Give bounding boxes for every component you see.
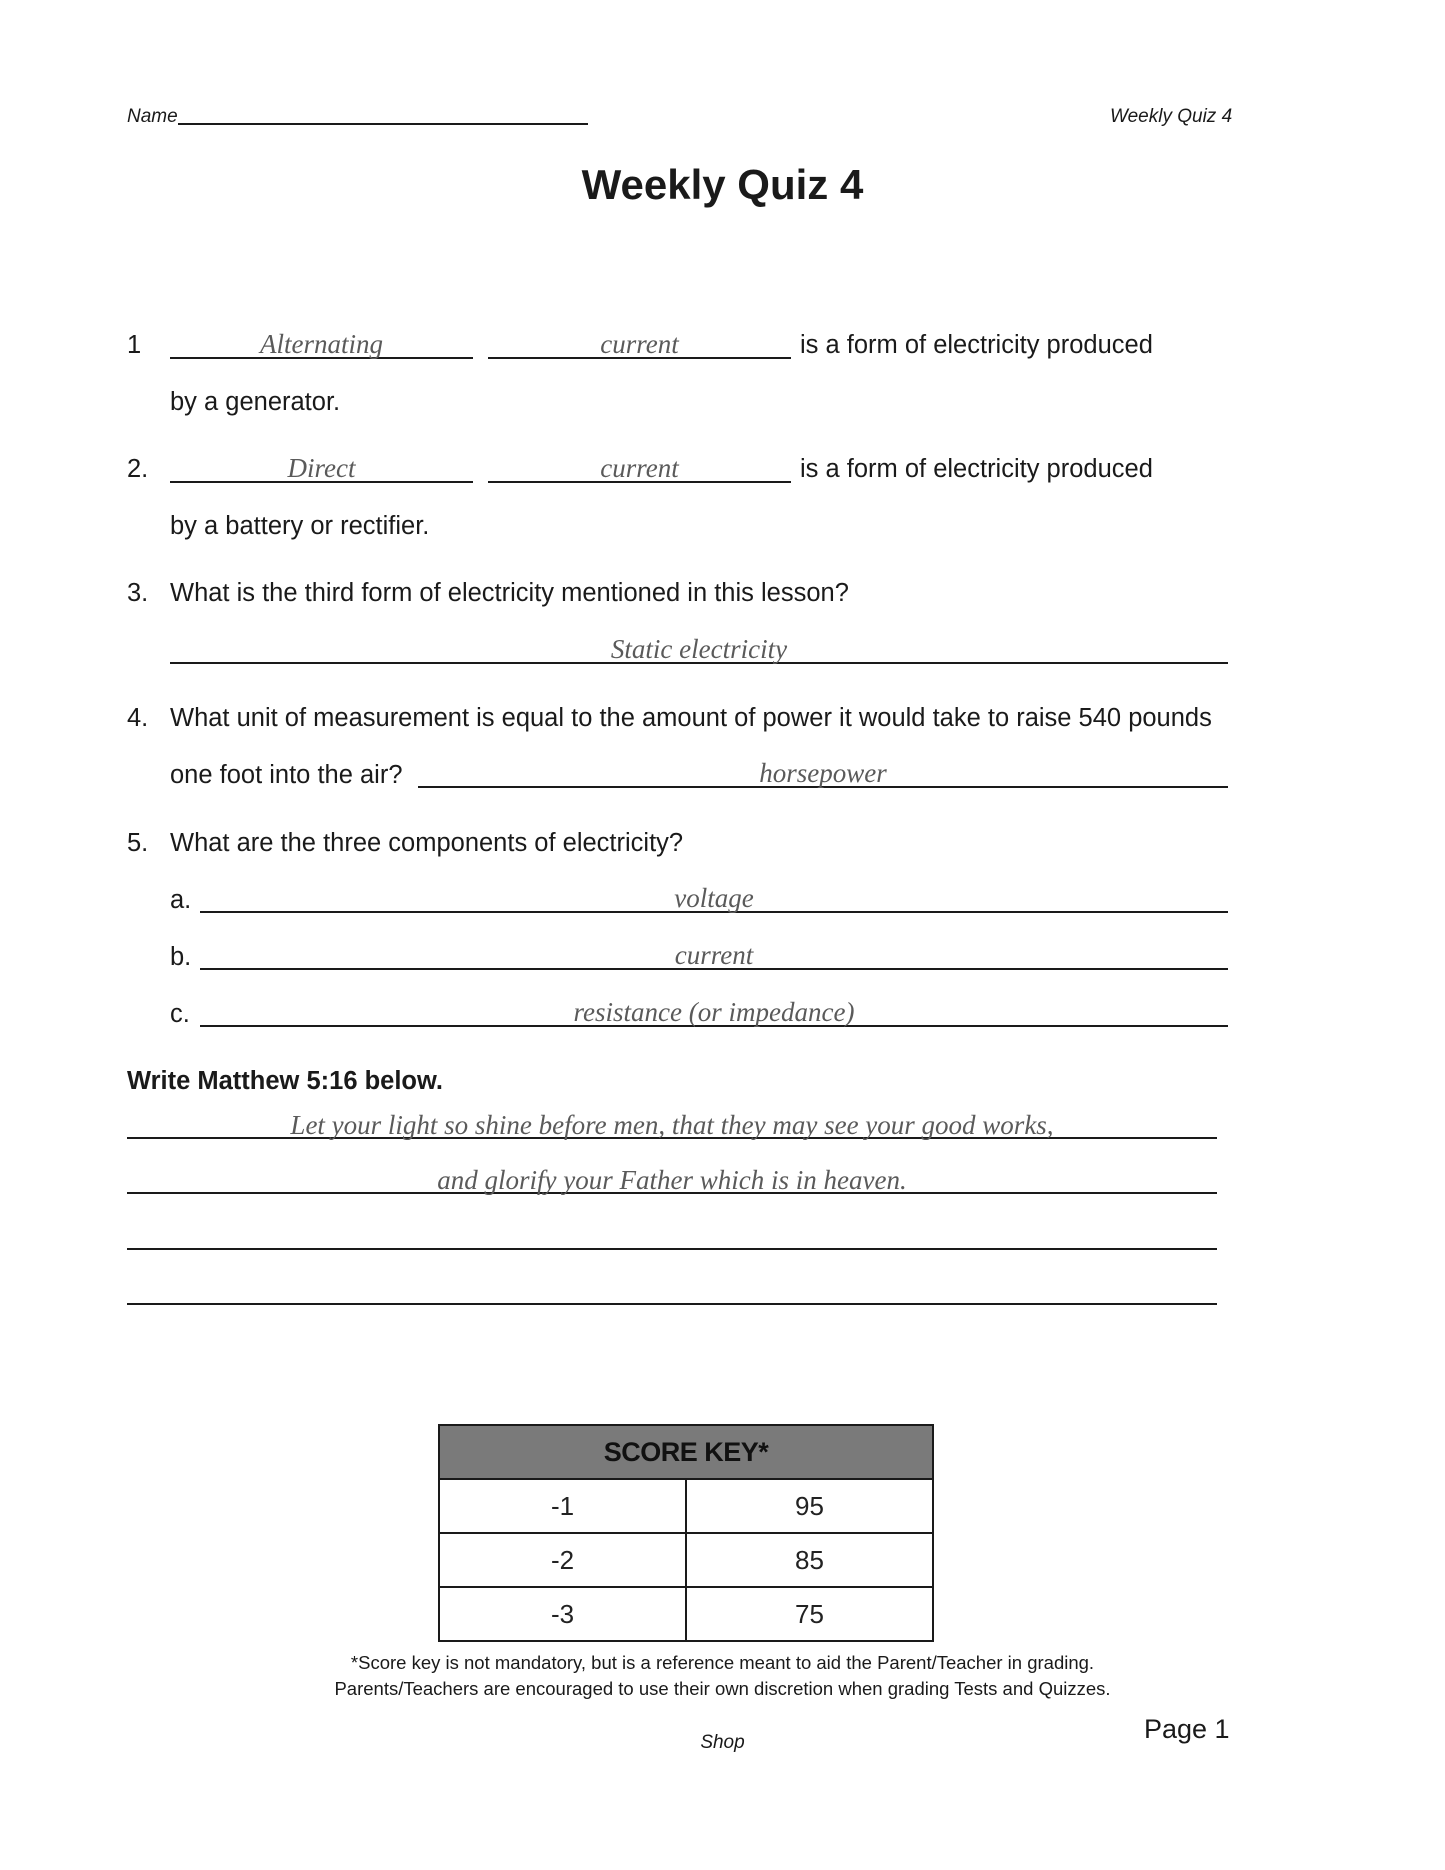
q5-text: What are the three components of electricity? — [170, 829, 684, 857]
q4-text: What unit of measurement is equal to the amount of power it would take to raise 540 pounds — [170, 704, 1212, 732]
q4-number: 4. — [127, 704, 149, 732]
name-label: Name — [127, 106, 178, 127]
q3-text: What is the third form of electricity mentioned in this lesson? — [170, 579, 849, 607]
q2-answer-1: Direct — [287, 453, 356, 483]
table-row — [439, 1479, 933, 1533]
q1-number: 1 — [127, 331, 142, 359]
missed-cell: -3 — [439, 1587, 686, 1641]
scripture-line-4[interactable] — [127, 1303, 1217, 1305]
q5-item-label: c. — [170, 1000, 190, 1028]
score-cell: 85 — [686, 1533, 933, 1587]
q4-continuation: one foot into the air? — [170, 761, 403, 789]
score-key-title: SCORE KEY* — [439, 1425, 933, 1479]
q3-number: 3. — [127, 579, 149, 607]
q1-answer-2: current — [600, 329, 679, 359]
q5-item-label: a. — [170, 886, 192, 914]
footer-subject: Shop — [700, 1732, 745, 1753]
q5-answer-b: current — [674, 940, 754, 970]
scripture-heading: Write Matthew 5:16 below. — [127, 1067, 443, 1095]
score-key-table — [438, 1424, 934, 1642]
q2-text: is a form of electricity produced — [800, 455, 1153, 483]
q4-answer: horsepower — [759, 758, 887, 788]
page-number: Page 1 — [1144, 1714, 1230, 1744]
q5-answer-c: resistance (or impedance) — [573, 997, 855, 1027]
q5-answer-a: voltage — [674, 883, 754, 913]
missed-cell: -2 — [439, 1533, 686, 1587]
q1-answer-1: Alternating — [260, 329, 383, 359]
header-quiz-label: Weekly Quiz 4 — [1110, 106, 1233, 127]
q1-continuation: by a generator. — [170, 388, 341, 416]
q1-text: is a form of electricity produced — [800, 331, 1153, 359]
table-row — [439, 1533, 933, 1587]
table-row — [439, 1587, 933, 1641]
q5-item-label: b. — [170, 943, 192, 971]
q3-answer: Static electricity — [610, 634, 788, 664]
missed-cell: -1 — [439, 1479, 686, 1533]
scripture-answer-2: and glorify your Father which is in heaven. — [437, 1165, 907, 1195]
scripture-answer-1: Let your light so shine before men, that they may see your good works, — [290, 1110, 1054, 1140]
footnote-line-1: *Score key is not mandatory, but is a reference meant to aid the Parent/Teacher in grading. — [350, 1652, 1095, 1673]
page-title: Weekly Quiz 4 — [581, 161, 864, 208]
footnote-line-2: Parents/Teachers are encouraged to use their own discretion when grading Tests and Quizzes. — [334, 1678, 1111, 1699]
scripture-line-3[interactable] — [127, 1248, 1217, 1250]
score-cell: 95 — [686, 1479, 933, 1533]
q5-number: 5. — [127, 829, 149, 857]
q2-answer-2: current — [600, 453, 679, 483]
score-cell: 75 — [686, 1587, 933, 1641]
name-field[interactable] — [178, 123, 588, 125]
q2-continuation: by a battery or rectifier. — [170, 512, 430, 540]
q2-number: 2. — [127, 455, 149, 483]
